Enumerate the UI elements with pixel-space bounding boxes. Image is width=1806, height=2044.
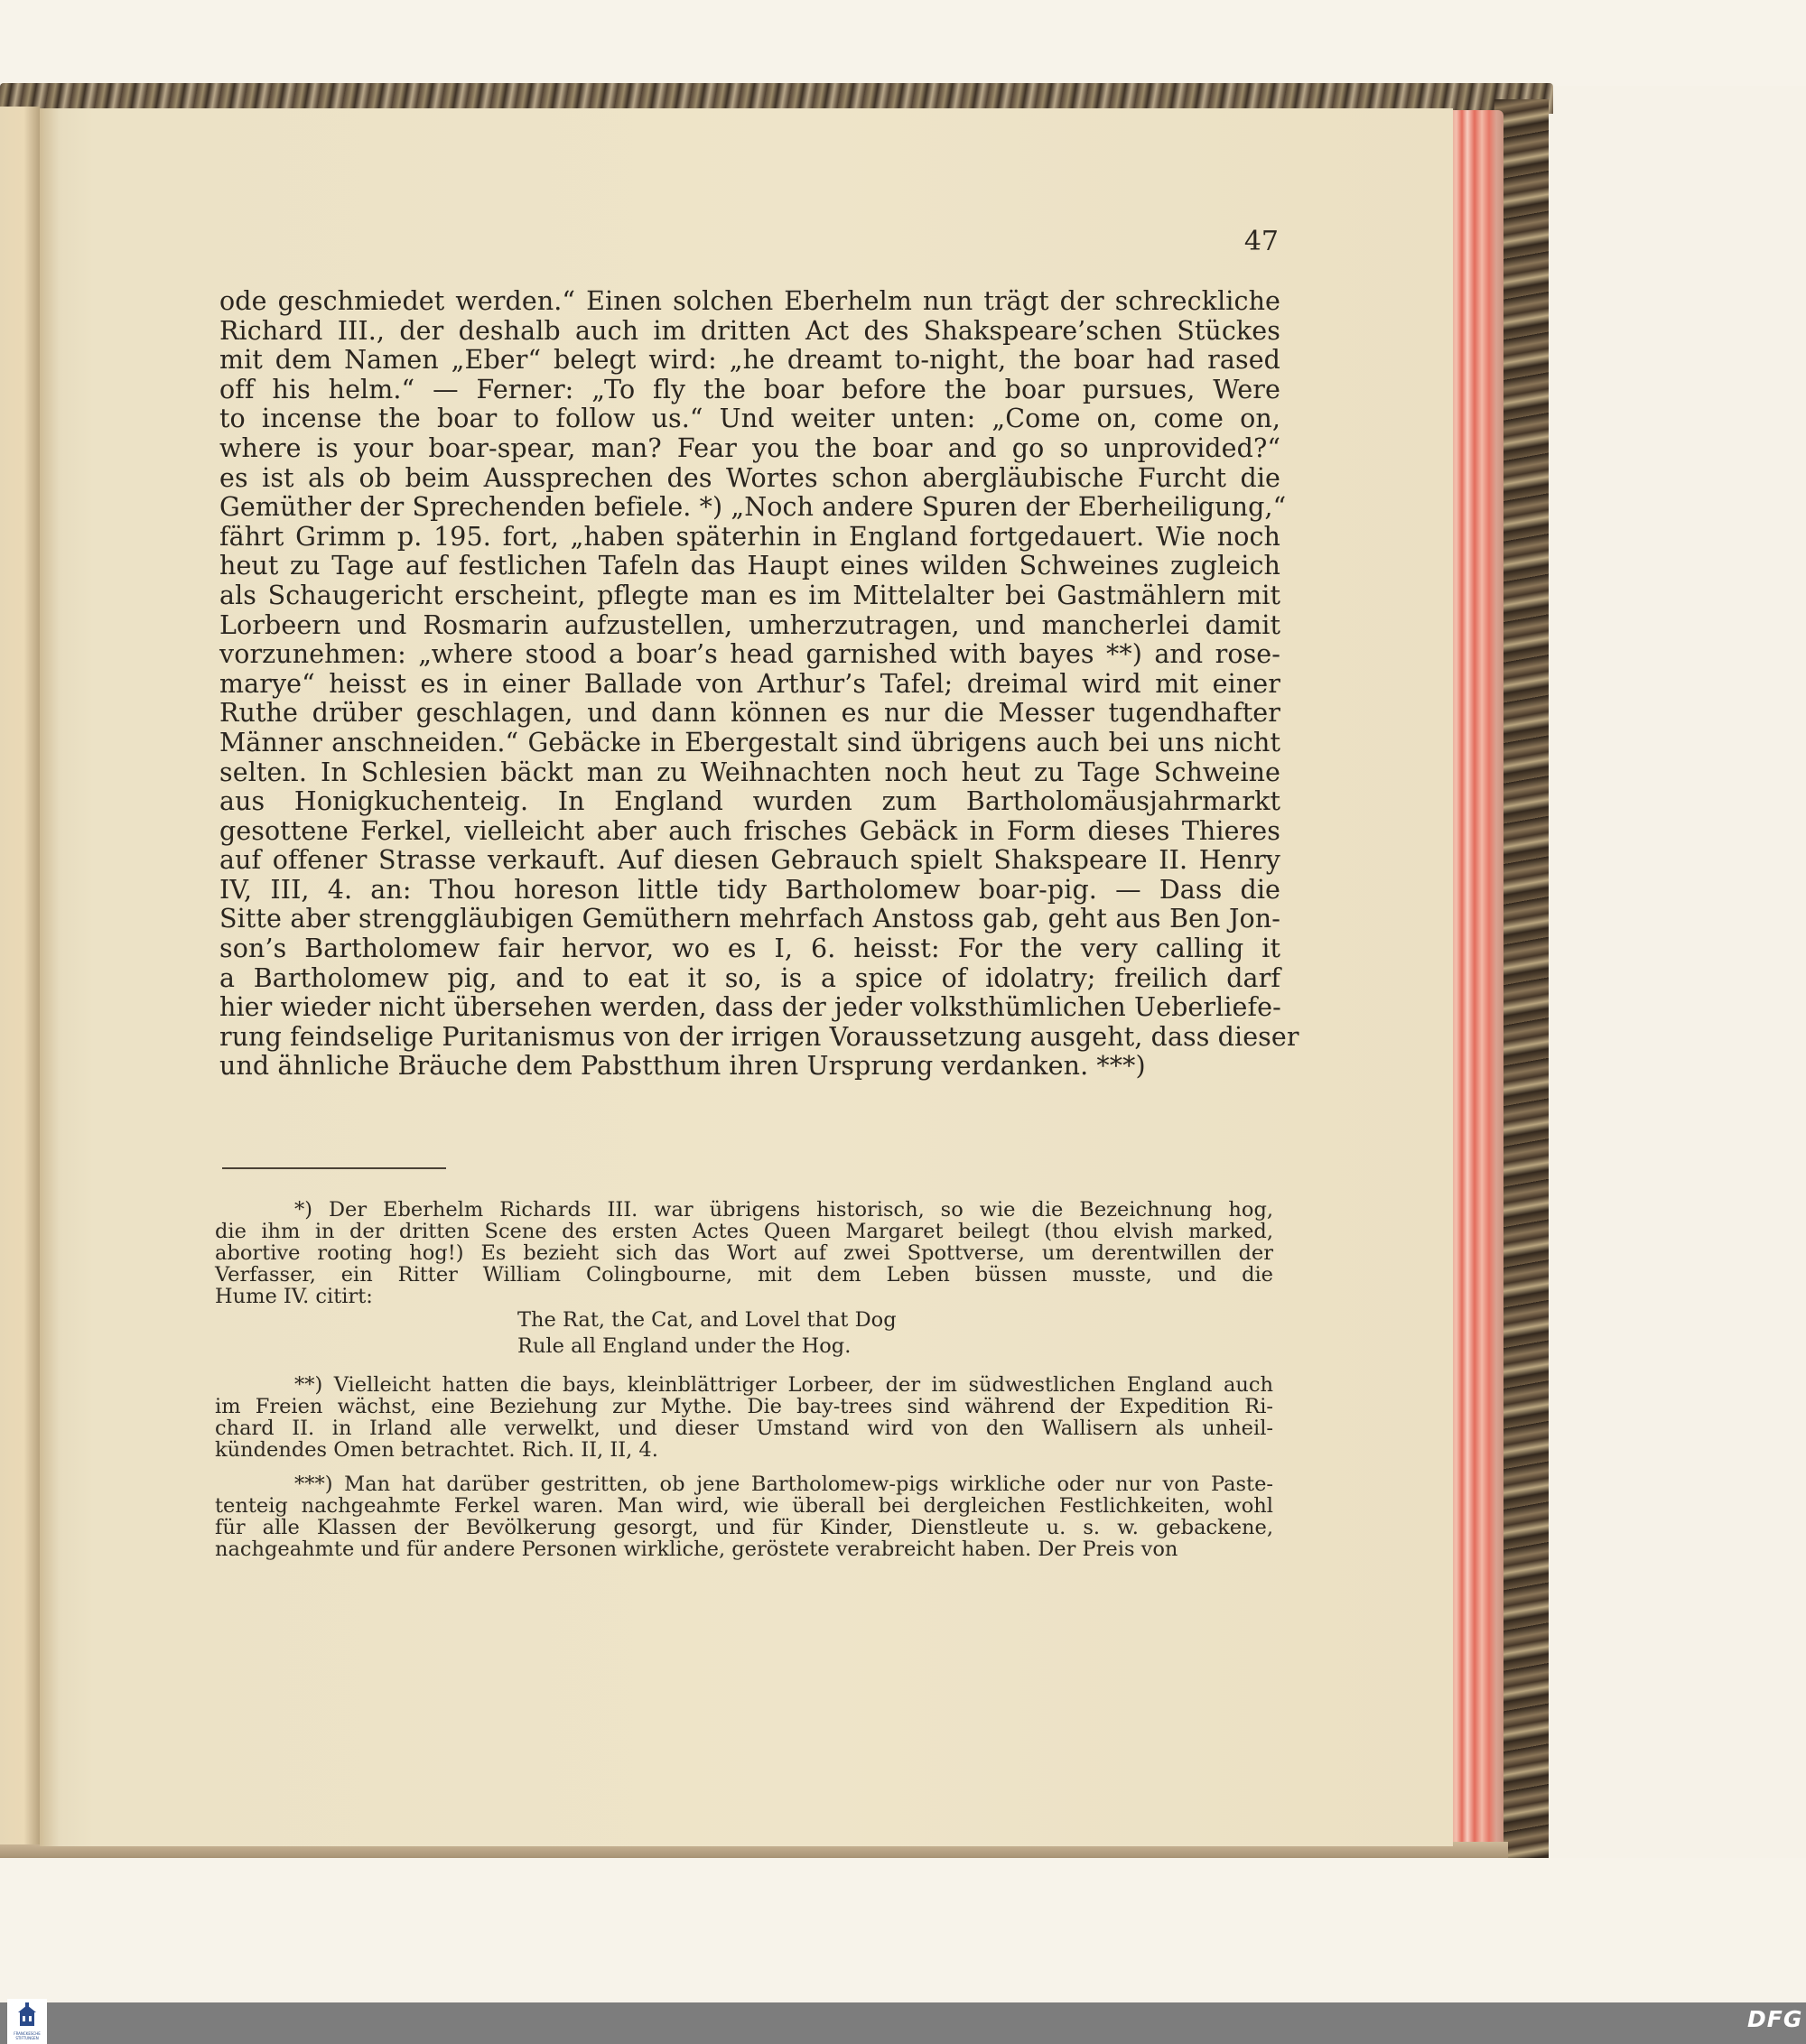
text-line: Sitte aber strenggläubigen Gemüthern mehrfach Anstoss gab, geht aus Ben Jon- <box>219 904 1280 934</box>
footnote-line: im Freien wächst, eine Beziehung zur Mythe. Die bay-trees sind während der Expedition Ri- <box>215 1395 1273 1418</box>
text-line: to incense the boar to follow us.“ Und weiter unten: „Come on, come on, <box>219 404 1280 434</box>
text-line: heut zu Tage auf festlichen Tafeln das Haupt eines wilden Schweines zugleich <box>219 551 1280 581</box>
footnote-separator-rule <box>222 1167 446 1169</box>
dfg-logo: DFG <box>1747 2006 1803 2032</box>
text-line: a Bartholomew pig, and to eat it so, is a spice of idolatry; freilich darf <box>219 962 1280 993</box>
text-line: son’s Bartholomew fair hervor, wo es I, 6. heisst: For the very calling it <box>219 934 1280 964</box>
footnote-line: chard II. in Irland alle verwelkt, und dieser Umstand wird von den Wallisern als unheil- <box>215 1417 1273 1440</box>
text-line: Gemüther der Sprechenden befiele. *) „Noch andere Spuren der Eberheiligung,“ <box>219 492 1287 523</box>
footnote-line: für alle Klassen der Bevölkerung gesorgt, und für Kinder, Dienstleute u. s. w. gebackene, <box>215 1516 1273 1539</box>
footnote-line: ***) Man hat darüber gestritten, ob jene Bartholomew-pigs wirkliche oder nur von Paste- <box>294 1473 1273 1496</box>
text-line: selten. In Schlesien bäckt man zu Weihnachten noch heut zu Tage Schweine <box>219 757 1280 787</box>
text-line: ode geschmiedet werden.“ Einen solchen Eberhelm nun trägt der schreckliche <box>219 286 1280 316</box>
text-line: fährt Grimm p. 195. fort, „haben späterhin in England fortgedauert. Wie noch <box>219 521 1280 552</box>
text-line: als Schaugericht erscheint, pflegte man es im Mittelalter bei Gastmählern mit <box>219 580 1280 610</box>
scan-background-bottom <box>0 1858 1806 2002</box>
footnote-verse <box>215 1307 1273 1360</box>
footnote-line: tenteig nachgeahmte Ferkel waren. Man wird, wie überall bei dergleichen Festlichkeiten, wohl <box>215 1494 1273 1518</box>
page-edges-red <box>1449 110 1503 1853</box>
page-number: 47 <box>1243 226 1279 257</box>
footnote-3 <box>215 1473 1273 1560</box>
footnote-1 <box>215 1199 1273 1307</box>
footnotes-block <box>215 1199 1273 1560</box>
logo-caption: FRANCKESCHE STIFTUNGEN <box>14 2031 41 2040</box>
verse-line: The Rat, the Cat, and Lovel that Dog <box>517 1308 897 1332</box>
text-line: vorzunehmen: „where stood a boar’s head garnished with bayes **) and rose- <box>219 639 1280 670</box>
footnote-line: **) Vielleicht hatten die bays, kleinblättriger Lorbeer, der im südwestlichen England auch <box>294 1373 1273 1397</box>
text-line: mit dem Namen „Eber“ belegt wird: „he dreamt to-night, the boar had rased <box>219 345 1280 376</box>
text-line: Lorbeern und Rosmarin aufzustellen, umherzutragen, und mancherlei damit <box>219 609 1280 640</box>
main-text-block <box>219 286 1299 1082</box>
francke-foundations-logo <box>7 1999 47 2044</box>
text-line: aus Honigkuchenteig. In England wurden zum Bartholomäusjahrmarkt <box>219 786 1280 817</box>
footnote-line: die ihm in der dritten Scene des ersten Actes Queen Margaret beilegt (thou elvish marked, <box>215 1220 1273 1243</box>
text-line: auf offener Strasse verkauft. Auf diesen Gebrauch spielt Shakspeare II. Henry <box>219 845 1280 876</box>
text-line: gesottene Ferkel, vielleicht aber auch frisches Gebäck in Form dieses Thieres <box>219 815 1280 846</box>
text-line: Richard III., der deshalb auch im dritten Act des Shakspeare’schen Stückes <box>219 315 1280 346</box>
viewer-footer-bar <box>0 2002 1806 2044</box>
text-line: off his helm.“ — Ferner: „To fly the boar before the boar pursues, Were <box>219 374 1280 404</box>
footnote-line: Verfasser, ein Ritter William Colingbourne, mit dem Leben büssen musste, und die <box>215 1263 1273 1287</box>
text-line: rung feindselige Puritanismus von der irrigen Voraussetzung ausgeht, dass dieser <box>219 1021 1299 1052</box>
text-line: where is your boar-spear, man? Fear you the boar and go so unprovided?“ <box>219 432 1280 463</box>
footnote-line: abortive rooting hog!) Es bezieht sich das Wort auf zwei Spottverse, um derentwillen der <box>215 1241 1273 1265</box>
footnote-line: kündendes Omen betrachtet. Rich. II, II, 4. <box>215 1438 658 1462</box>
footnote-line: nachgeahmte und für andere Personen wirkliche, geröstete verabreicht haben. Der Preis von <box>215 1538 1178 1561</box>
verse-line: Rule all England under the Hog. <box>517 1334 852 1358</box>
footnote-2 <box>215 1374 1273 1461</box>
left-page-sliver <box>0 107 40 1844</box>
text-line: Ruthe drüber geschlagen, und dann können es nur die Messer tugendhafter <box>219 698 1280 729</box>
library-building-icon <box>13 2002 42 2030</box>
text-line: marye“ heisst es in einer Ballade von Arthur’s Tafel; dreimal wird mit einer <box>219 668 1280 699</box>
text-line: und ähnliche Bräuche dem Pabstthum ihren Ursprung verdanken. ***) <box>219 1051 1146 1082</box>
text-line: es ist als ob beim Aussprechen des Wortes schon abergläubische Furcht die <box>219 462 1280 493</box>
text-line: Männer anschneiden.“ Gebäcke in Ebergestalt sind übrigens auch bei uns nicht <box>219 727 1280 757</box>
scan-background-right <box>1549 86 1806 2000</box>
scan-background-top <box>0 0 1806 86</box>
footnote-line: *) Der Eberhelm Richards III. war übrigens historisch, so wie die Bezeichnung hog, <box>294 1198 1273 1222</box>
text-line: IV, III, 4. an: Thou horeson little tidy Bartholomew boar-pig. — Dass die <box>219 874 1280 905</box>
footnote-line: Hume IV. citirt: <box>215 1285 373 1308</box>
text-line: hier wieder nicht übersehen werden, dass der jeder volksthümlichen Ueberliefe- <box>219 992 1281 1023</box>
